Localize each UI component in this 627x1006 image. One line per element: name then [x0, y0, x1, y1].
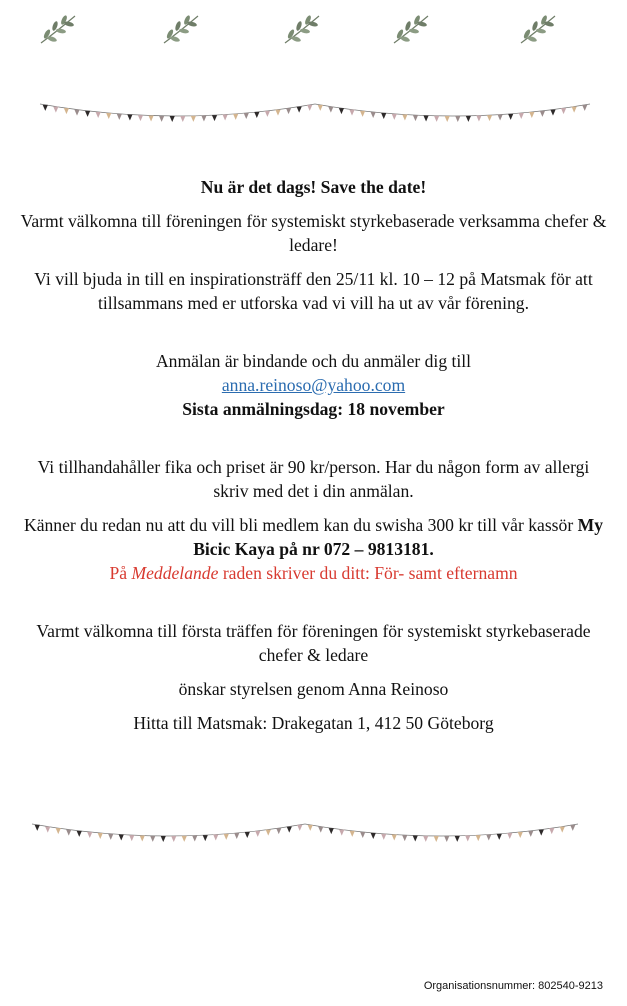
- bunting-string: [32, 824, 305, 836]
- bunting-flag: [297, 825, 302, 831]
- bunting-flag: [349, 110, 354, 116]
- bunting-flag: [98, 833, 103, 839]
- closing-text: Varmt välkomna till första träffen för föreningen för systemiskt styrkebaserade chefer & ledare: [36, 621, 591, 665]
- bunting-string: [40, 104, 315, 116]
- bunting-flag: [528, 831, 533, 837]
- bunting-flag: [56, 828, 61, 834]
- bunting-flag: [182, 836, 187, 842]
- payment-note-post: raden skriver du ditt: För- samt efternamn: [222, 563, 518, 583]
- bunting-flag: [254, 112, 259, 118]
- bunting-flag: [222, 115, 227, 121]
- bunting-flag: [582, 105, 587, 111]
- payment-note: [20, 561, 607, 585]
- olive-sprig-icon: [282, 12, 322, 46]
- bunting-flag: [192, 836, 197, 842]
- olive-sprig-icon: [161, 12, 201, 46]
- bunting-flag: [308, 825, 313, 831]
- bunting-flag: [117, 114, 122, 120]
- bunting-flag: [476, 835, 481, 841]
- bunting-flag: [140, 836, 145, 842]
- bunting-flag: [159, 116, 164, 122]
- bunting-flag: [402, 835, 407, 841]
- bunting-flag: [540, 111, 545, 117]
- bunting-flag: [234, 833, 239, 839]
- membership-text-main: Känner du redan nu att du vill bli medlem kan du swisha 300 kr till vår kassör: [23, 515, 574, 535]
- bunting-flag: [85, 111, 90, 117]
- bunting-flag: [497, 115, 502, 121]
- registration-text: Anmälan är bindande och du anmäler dig till: [155, 351, 472, 371]
- payment-note-emphasis: Meddelande: [131, 563, 219, 583]
- treasurer-info: My Bicic Kaya på nr 072 – 9813181.: [193, 515, 604, 559]
- bunting-flag: [266, 830, 271, 836]
- bunting-flag: [455, 116, 460, 122]
- bunting-flag: [203, 835, 208, 841]
- bunting-flag: [43, 105, 48, 111]
- bunting-flag: [560, 827, 565, 833]
- bunting-flag: [244, 113, 249, 119]
- bunting-flag: [328, 107, 333, 113]
- bunting-flag: [53, 107, 58, 113]
- bunting-flag: [233, 114, 238, 120]
- bunting-flag: [339, 108, 344, 114]
- olive-sprig-icon: [391, 12, 431, 46]
- bunting-flag: [318, 105, 323, 111]
- bunting-flag: [106, 113, 111, 119]
- bunting-flag: [497, 834, 502, 840]
- bunting-flag: [318, 827, 323, 833]
- bunting-flag: [287, 827, 292, 833]
- bunting-flag: [445, 116, 450, 122]
- deadline-text: Sista anmälningsdag: 18 november: [182, 399, 445, 419]
- bunting-flag: [392, 835, 397, 841]
- heading: Nu är det dags! Save the date!: [200, 177, 427, 197]
- bunting-flag: [161, 836, 166, 842]
- bunting-flag: [201, 116, 206, 122]
- bunting-flag: [224, 834, 229, 840]
- bunting-garland-icon: [0, 98, 627, 138]
- welcome-text: Varmt välkomna till föreningen för systemiskt styrkebaserade verksamma chefer & ledare!: [20, 211, 607, 255]
- bunting-flag: [286, 108, 291, 114]
- bunting-flag: [87, 832, 92, 838]
- bunting-flag: [561, 108, 566, 114]
- bunting-flag: [486, 835, 491, 841]
- bunting-flag: [518, 832, 523, 838]
- bunting-flag: [350, 831, 355, 837]
- bunting-flag: [213, 835, 218, 841]
- bunting-flag: [255, 831, 260, 837]
- bunting-flag: [423, 116, 428, 122]
- invite-text: Vi vill bjuda in till en inspirationsträff den 25/11 kl. 10 – 12 på Matsmak för att tillsammans med er utforska vad vi vill ha ut av vår förening.: [34, 269, 593, 313]
- bunting-flag: [170, 116, 175, 122]
- bunting-flag: [150, 836, 155, 842]
- directions-text: Hitta till Matsmak: Drakegatan 1, 412 50 Göteborg: [133, 713, 494, 733]
- bunting-flag: [381, 834, 386, 840]
- olive-sprig-icon: [38, 12, 78, 46]
- bunting-string: [305, 824, 578, 836]
- bunting-flag: [487, 115, 492, 121]
- bunting-flag: [96, 112, 101, 118]
- bunting-flag: [127, 115, 132, 121]
- bunting-flag: [476, 116, 481, 122]
- bunting-flag: [191, 116, 196, 122]
- bunting-flag: [307, 105, 312, 111]
- bunting-flag: [245, 832, 250, 838]
- fika-text: Vi tillhandahåller fika och priset är 90 kr/person. Har du någon form av allergi skriv med det i din anmälan.: [37, 457, 590, 501]
- bunting-flag: [549, 828, 554, 834]
- bunting-flag: [381, 113, 386, 119]
- bunting-flag: [444, 836, 449, 842]
- bunting-flag: [371, 833, 376, 839]
- bunting-flag: [64, 108, 69, 114]
- bunting-flag: [276, 828, 281, 834]
- bunting-flag: [35, 825, 40, 831]
- organisation-number: Organisationsnummer: 802540-9213: [423, 980, 603, 992]
- bunting-flag: [148, 116, 153, 122]
- bunting-flag: [339, 830, 344, 836]
- bunting-flag: [360, 832, 365, 838]
- bunting-flag: [413, 836, 418, 842]
- bunting-flag: [275, 110, 280, 116]
- bunting-flag: [119, 835, 124, 841]
- bunting-flag: [550, 110, 555, 116]
- bunting-flag: [45, 827, 50, 833]
- bunting-flag: [212, 115, 217, 121]
- olive-sprig-icon: [518, 12, 558, 46]
- payment-note-pre: På: [109, 563, 128, 583]
- bunting-flag: [392, 114, 397, 120]
- bunting-flag: [297, 107, 302, 113]
- bunting-flag: [171, 836, 176, 842]
- bunting-flag: [66, 830, 71, 836]
- bunting-flag: [434, 836, 439, 842]
- bunting-flag: [539, 830, 544, 836]
- bunting-flag: [434, 116, 439, 122]
- bunting-flag: [108, 834, 113, 840]
- bunting-flag: [129, 835, 134, 841]
- bunting-flag: [413, 115, 418, 121]
- bunting-flag: [360, 111, 365, 117]
- bunting-flag: [138, 115, 143, 121]
- bunting-string: [315, 104, 590, 116]
- bunting-flag: [570, 825, 575, 831]
- bunting-flag: [77, 831, 82, 837]
- bunting-flag: [508, 114, 513, 120]
- bunting-flag: [529, 112, 534, 118]
- bunting-flag: [465, 836, 470, 842]
- bunting-flag: [507, 833, 512, 839]
- bunting-flag: [455, 836, 460, 842]
- bunting-flag: [329, 828, 334, 834]
- bunting-flag: [74, 110, 79, 116]
- bunting-flag: [265, 111, 270, 117]
- bunting-flag: [180, 116, 185, 122]
- email-link[interactable]: anna.reinoso@yahoo.com: [221, 375, 406, 395]
- bunting-flag: [402, 115, 407, 121]
- bunting-flag: [519, 113, 524, 119]
- bunting-flag: [572, 107, 577, 113]
- membership-text: [20, 513, 607, 561]
- invitation-body: [20, 175, 607, 735]
- bunting-garland-icon: [0, 818, 627, 858]
- signature-text: önskar styrelsen genom Anna Reinoso: [178, 679, 449, 699]
- bunting-flag: [371, 112, 376, 118]
- bunting-flag: [466, 116, 471, 122]
- bunting-flag: [423, 836, 428, 842]
